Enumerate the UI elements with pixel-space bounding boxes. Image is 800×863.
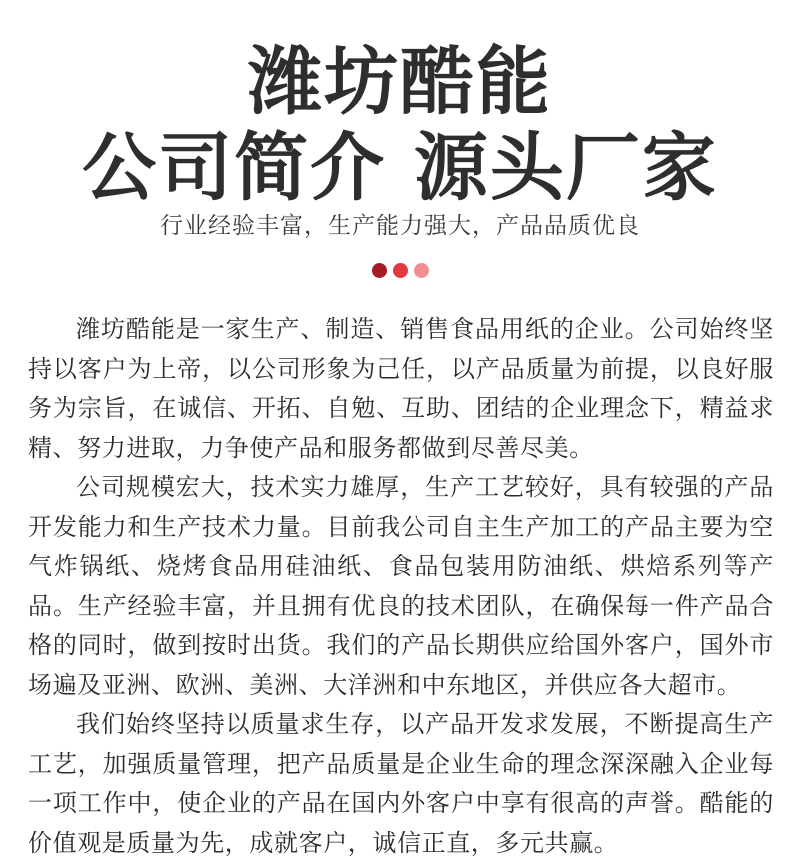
decorative-dots [0, 263, 800, 278]
page-title-intro: 公司简介 源头厂家 [82, 125, 718, 211]
dot-red [393, 263, 408, 278]
intro-body [28, 310, 774, 863]
subtitle-tagline: 行业经验丰富，生产能力强大，产品品质优良 [160, 213, 640, 239]
dot-pink [414, 263, 429, 278]
intro-paragraph-2: 公司规模宏大，技术实力雄厚，生产工艺较好，具有较强的产品开发能力和生产技术力量。目前我公司自主生产加工的产品主要为空气炸锅纸、烧烤食品用硅油纸、食品包装用防油纸、烘焙系列等产品。生产经验丰富，并且拥有优良的技术团队，在确保每一件产品合格的同时，做到按时出货。我们的产品长期供应给国外客户，国外市场遍及亚洲、欧洲、美洲、大洋洲和中东地区，并供应各大超市。 [28, 473, 774, 699]
intro-paragraph-3: 我们始终坚持以质量求生存，以产品开发求发展，不断提高生产工艺，加强质量管理，把产品质量是企业生命的理念深深融入企业每一项工作中，使企业的产品在国内外客户中享有很高的声誉。酷能的价值观是质量为先，成就客户，诚信正直，多元共赢。 [28, 710, 774, 857]
intro-paragraph-1: 潍坊酷能是一家生产、制造、销售食品用纸的企业。公司始终坚持以客户为上帝，以公司形象为己任，以产品质量为前提，以良好服务为宗旨，在诚信、开拓、自勉、互助、团结的企业理念下，精益求精、努力进取，力争使产品和服务都做到尽善尽美。 [28, 315, 774, 462]
page-title-company-name: 潍坊酷能 [248, 39, 552, 125]
dot-dark-red [372, 263, 387, 278]
